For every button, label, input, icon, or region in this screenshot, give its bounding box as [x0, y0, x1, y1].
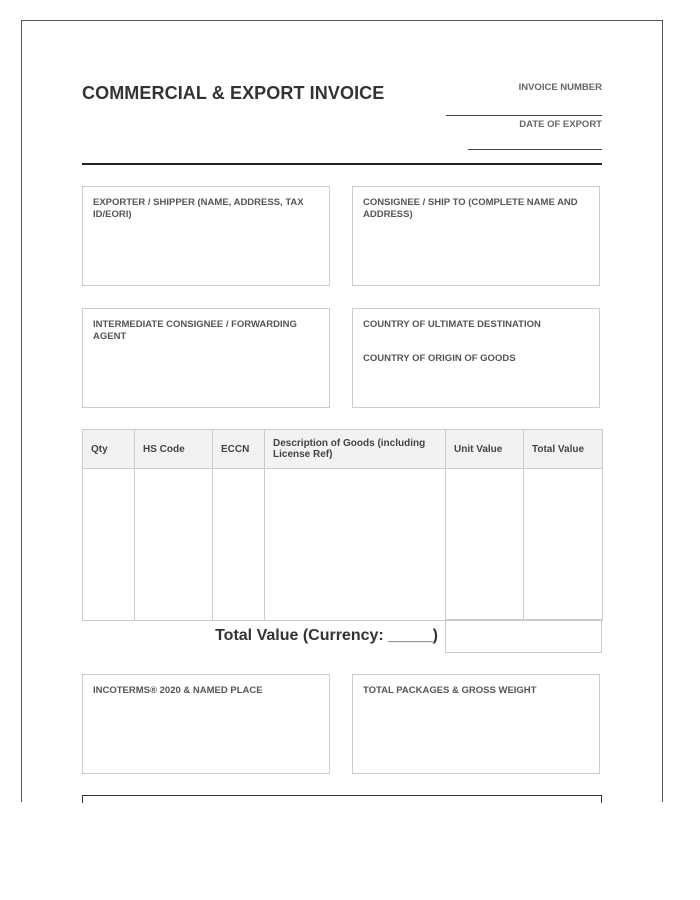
goods-table — [82, 429, 603, 621]
intermediate-consignee-box[interactable] — [82, 308, 330, 408]
invoice-number-field[interactable] — [446, 115, 602, 116]
packages-label: TOTAL PACKAGES & GROSS WEIGHT — [363, 685, 537, 696]
column-header-unit-value: Unit Value — [446, 430, 524, 469]
country-destination-label: COUNTRY OF ULTIMATE DESTINATION — [363, 319, 541, 330]
consignee-label: CONSIGNEE / SHIP TO (COMPLETE NAME AND ADDRESS) — [363, 197, 578, 220]
country-origin-label: COUNTRY OF ORIGIN OF GOODS — [363, 353, 516, 364]
header-divider — [82, 163, 602, 165]
hs-code-cell[interactable] — [135, 469, 213, 621]
column-header-qty: Qty — [83, 430, 135, 469]
description-cell[interactable] — [265, 469, 446, 621]
column-header-total-value: Total Value — [524, 430, 603, 469]
incoterms-box[interactable] — [82, 674, 330, 774]
goods-table-header — [83, 430, 603, 469]
country-box[interactable] — [352, 308, 600, 408]
intermediate-consignee-label: INTERMEDIATE CONSIGNEE / FORWARDING AGENT — [93, 319, 297, 342]
total-value-label: Total Value (Currency: _____) — [215, 627, 438, 644]
column-header-description: Description of Goods (including License Ref) — [265, 430, 446, 469]
consignee-box[interactable] — [352, 186, 600, 286]
total-value-field[interactable] — [445, 619, 602, 653]
document-title: COMMERCIAL & EXPORT INVOICE — [82, 83, 385, 103]
qty-cell[interactable] — [83, 469, 135, 621]
eccn-cell[interactable] — [213, 469, 265, 621]
incoterms-label: INCOTERMS® 2020 & NAMED PLACE — [93, 685, 263, 696]
next-section-frame — [82, 795, 602, 803]
unit-value-cell[interactable] — [446, 469, 524, 621]
column-header-hs-code: HS Code — [135, 430, 213, 469]
date-of-export-field[interactable] — [468, 149, 602, 150]
table-row — [83, 469, 603, 621]
date-of-export-label: DATE OF EXPORT — [519, 119, 602, 130]
exporter-label: EXPORTER / SHIPPER (NAME, ADDRESS, TAX ID/EORI) — [93, 197, 304, 220]
exporter-box[interactable] — [82, 186, 330, 286]
total-value-cell[interactable] — [524, 469, 603, 621]
column-header-eccn: ECCN — [213, 430, 265, 469]
invoice-number-label: INVOICE NUMBER — [518, 82, 602, 93]
packages-box[interactable] — [352, 674, 600, 774]
invoice-page — [21, 20, 663, 802]
